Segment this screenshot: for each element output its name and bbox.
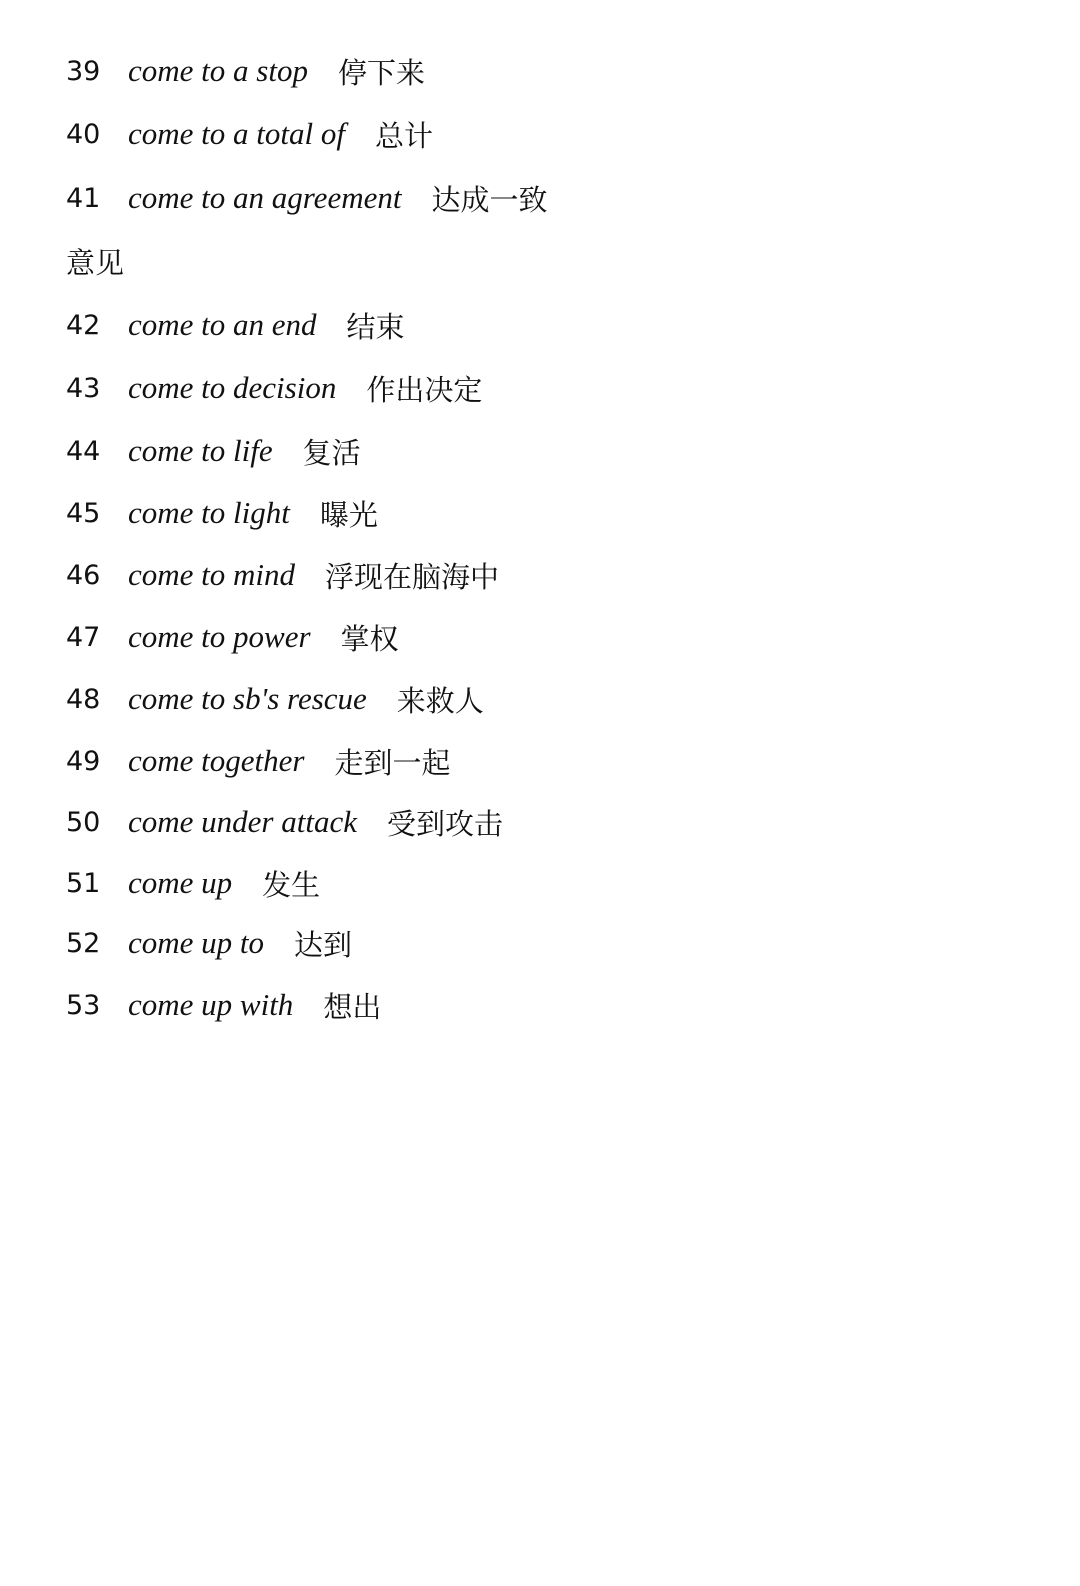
entry-meaning: 浮现在脑海中 — [325, 559, 500, 594]
entry-meaning: 走到一起 — [334, 745, 451, 780]
entry-number: 43 — [66, 372, 101, 404]
list-item — [66, 797, 503, 847]
entry-meaning: 达到 — [294, 927, 353, 962]
entry-meaning: 停下来 — [337, 55, 425, 90]
entry-phrase: come to a total of — [128, 116, 345, 151]
entry-phrase: come up — [128, 865, 233, 900]
entry-phrase: come to an agreement — [128, 180, 402, 215]
entry-phrase: come together — [128, 743, 305, 778]
list-item — [66, 46, 425, 96]
entry-number: 48 — [66, 683, 101, 715]
entry-number: 42 — [66, 309, 101, 341]
entry-meaning: 复活 — [302, 435, 361, 470]
list-item — [66, 488, 378, 538]
entry-phrase: come to a stop — [128, 53, 308, 88]
list-item — [66, 300, 405, 350]
list-item — [66, 918, 352, 968]
entry-number: 46 — [66, 559, 101, 591]
entry-meaning: 曝光 — [319, 497, 378, 532]
entry-number: 47 — [66, 621, 101, 653]
entry-meaning-continuation: 意见 — [66, 245, 125, 280]
list-item — [66, 109, 433, 159]
entry-number: 52 — [66, 927, 101, 959]
list-item — [66, 674, 484, 724]
entry-number: 53 — [66, 989, 101, 1021]
entry-number: 41 — [66, 182, 101, 214]
entry-meaning: 达成一致 — [431, 182, 548, 217]
entry-number: 50 — [66, 806, 101, 838]
entry-meaning: 来救人 — [396, 683, 484, 718]
entry-meaning: 结束 — [346, 309, 405, 344]
list-item — [66, 363, 482, 413]
entry-phrase: come to power — [128, 619, 311, 654]
entry-phrase: come up to — [128, 925, 265, 960]
entry-meaning: 总计 — [374, 118, 433, 153]
entry-meaning: 掌权 — [340, 621, 399, 656]
entry-meaning: 作出决定 — [366, 372, 483, 407]
entry-number: 49 — [66, 745, 101, 777]
list-item — [66, 736, 450, 786]
list-item — [66, 550, 499, 600]
entry-phrase: come to life — [128, 433, 273, 468]
entry-number: 45 — [66, 497, 101, 529]
entry-phrase: come to an end — [128, 307, 317, 342]
entry-number: 39 — [66, 55, 101, 87]
entry-phrase: come to mind — [128, 557, 296, 592]
entry-number: 40 — [66, 118, 101, 150]
entry-meaning: 受到攻击 — [386, 806, 503, 841]
list-item — [66, 173, 547, 223]
list-item — [66, 612, 399, 662]
entry-phrase: come to decision — [128, 370, 337, 405]
entry-number: 51 — [66, 867, 101, 899]
entry-phrase: come under attack — [128, 804, 357, 839]
entry-number: 44 — [66, 435, 101, 467]
entry-phrase: come to sb's rescue — [128, 681, 367, 716]
entry-meaning: 想出 — [323, 989, 382, 1024]
list-item — [66, 426, 361, 476]
list-item — [66, 858, 320, 908]
entry-phrase: come to light — [128, 495, 290, 530]
list-item-continuation — [66, 236, 124, 286]
list-item — [66, 980, 381, 1030]
entry-meaning: 发生 — [262, 867, 321, 902]
entry-phrase: come up with — [128, 987, 294, 1022]
